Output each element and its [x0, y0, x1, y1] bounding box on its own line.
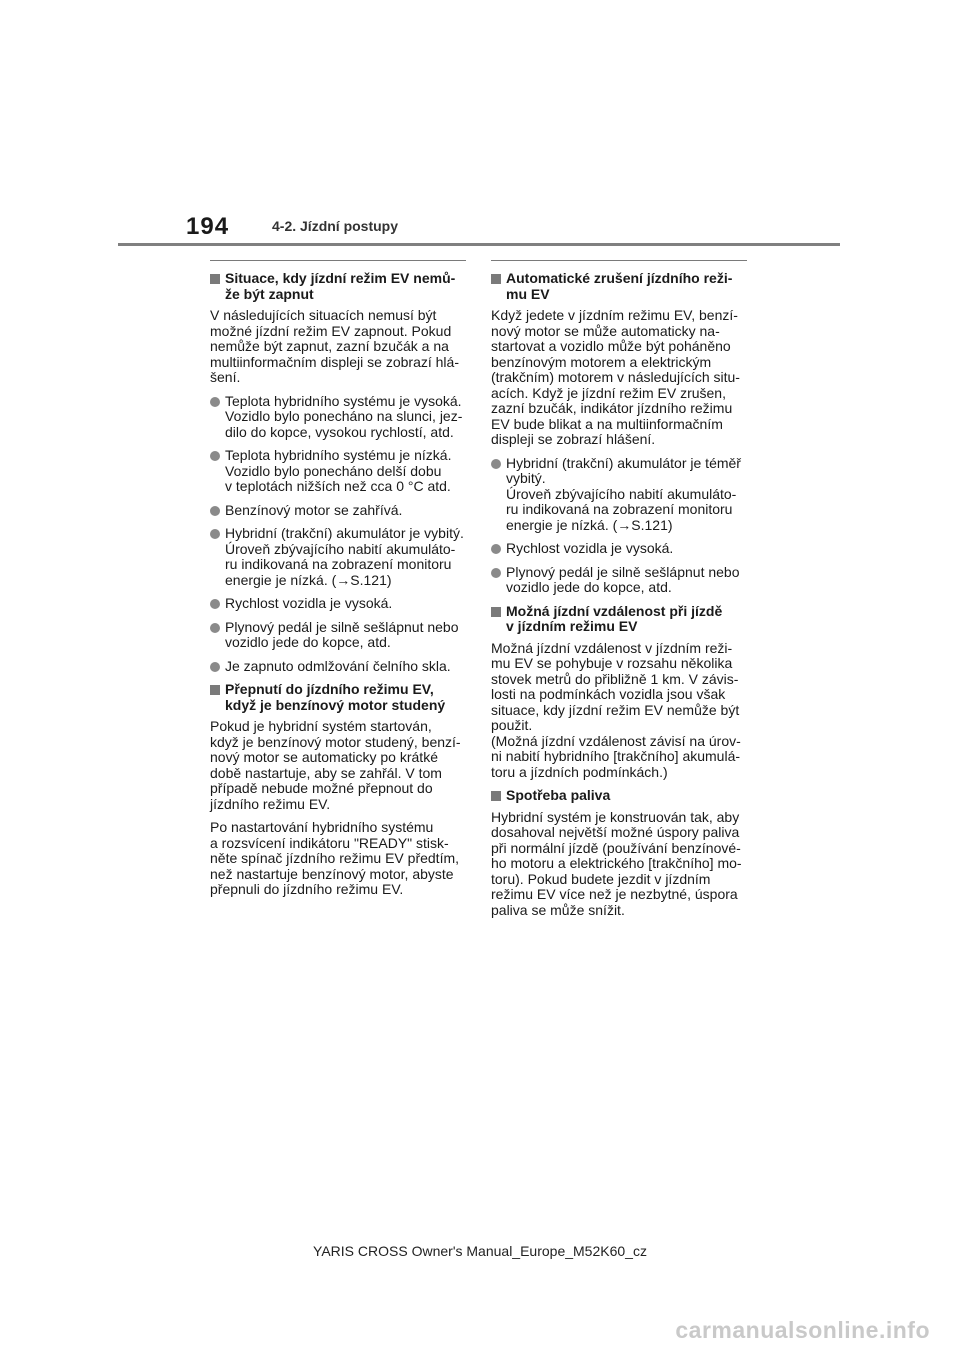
text-line: (trakčním) motorem v následujících situ-: [491, 369, 740, 385]
heading-switch-cold-engine: [210, 682, 466, 713]
text-line: zazní bzučák, indikátor jízdního režimu: [491, 400, 733, 416]
heading-fuel: [491, 788, 747, 804]
left-column: [210, 260, 466, 906]
round-bullet-icon: [210, 529, 220, 539]
text-line: Hybridní (trakční) akumulátor je vybitý.: [225, 525, 464, 541]
text-line: Plynový pedál je silně sešlápnut nebo: [506, 563, 740, 580]
text-line: Benzínový motor se zahřívá.: [225, 501, 403, 518]
round-bullet-icon: [210, 451, 220, 461]
bullet-item: [210, 448, 466, 495]
text-line: stovek metrů do přibližně 1 km. V závis-: [491, 670, 739, 687]
section-title: 4-2. Jízdní postupy: [272, 218, 399, 234]
text-line: možné jízdní režim EV zapnout. Pokud: [210, 322, 452, 339]
text-line: toru). Pokud budete jezdit v jízdním: [491, 870, 711, 887]
text-line: případě nebude možné přepnout do: [210, 780, 433, 796]
text-line: Rychlost vozidla je vysoká.: [506, 540, 674, 556]
round-bullet-icon: [491, 459, 501, 469]
heading-text: [506, 604, 722, 635]
square-bullet-icon: [491, 274, 501, 284]
text-line: V následujících situacích nemusí být: [210, 307, 437, 323]
text-line: Teplota hybridního systému je nízká.: [225, 447, 452, 463]
text-line: dosahoval největší možné úspory paliva: [491, 824, 740, 840]
text-line: displeji se zobrazí hlášení.: [491, 431, 656, 447]
text-line: použit.: [491, 717, 533, 733]
bullet-item: [491, 541, 747, 557]
text-line: při normální jízdě (používání benzínové-: [491, 839, 741, 856]
bullet-item: [491, 565, 747, 596]
paragraph: [210, 820, 466, 898]
text-line: Automatické zrušení jízdního reži-: [506, 270, 733, 286]
paragraph: [210, 719, 466, 812]
bullet-item: [210, 503, 466, 519]
column-rule: [491, 260, 747, 261]
text-line: Úroveň zbývajícího nabití akumuláto-: [225, 540, 456, 557]
text-line: situace, kdy jízdní režim EV nemůže být: [491, 701, 740, 718]
paragraph: [491, 308, 747, 448]
text-line: Možná jízdní vzdálenost při jízdě: [506, 602, 723, 619]
round-bullet-icon: [210, 623, 220, 633]
bullet-text: [225, 394, 466, 441]
text-line: energie je nízká. (→S.121): [506, 516, 673, 533]
text-line: energie je nízká. (→S.121): [225, 571, 392, 588]
text-line: v jízdním režimu EV: [506, 618, 638, 634]
text-line: Po nastartování hybridního systému: [210, 819, 434, 835]
bullet-item: [210, 620, 466, 651]
text-line: Je zapnuto odmlžování čelního skla.: [225, 657, 451, 674]
heading-range: [491, 604, 747, 635]
heading-text: [225, 682, 445, 713]
text-line: šení.: [210, 369, 241, 385]
text-line: Teplota hybridního systému je vysoká.: [225, 392, 462, 409]
watermark: carmanualsonline.info: [675, 1317, 930, 1343]
bullet-item: [491, 456, 747, 534]
bullet-text: [225, 448, 466, 495]
round-bullet-icon: [210, 506, 220, 516]
text-line: ni nabití hybridního [trakčního] akumulá-: [491, 748, 741, 764]
bullet-list: [210, 394, 466, 675]
text-line: nový motor se automaticky po krátké: [210, 749, 438, 765]
text-line: že být zapnut: [225, 285, 314, 302]
text-line: něte spínač jízdního režimu EV předtím,: [210, 850, 460, 866]
bullet-text: [225, 659, 466, 675]
text-line: Když jedete v jízdním režimu EV, benzí-: [491, 307, 738, 323]
bullet-text: [225, 503, 466, 519]
round-bullet-icon: [491, 544, 501, 554]
text-line: a rozsvícení indikátoru "READY" stisk-: [210, 834, 449, 851]
square-bullet-icon: [210, 685, 220, 695]
text-line: Možná jízdní vzdálenost v jízdním reži-: [491, 639, 733, 656]
text-line: Vozidlo bylo ponecháno na slunci, jez-: [225, 408, 463, 424]
paragraph: [491, 810, 747, 919]
text-line: Vozidlo bylo ponecháno delší dobu: [225, 462, 442, 479]
header-rule: [118, 243, 840, 246]
heading-text: [225, 271, 455, 302]
round-bullet-icon: [210, 397, 220, 407]
text-line: Úroveň zbývajícího nabití akumuláto-: [506, 485, 737, 502]
text-line: nemůže být zapnut, zazní bzučák a na: [210, 338, 449, 354]
text-line: Situace, kdy jízdní režim EV nemů-: [225, 270, 456, 286]
text-line: ho motoru a elektrického [trakčního] mo-: [491, 855, 742, 871]
text-line: Hybridní systém je konstruován tak, aby: [491, 808, 740, 825]
text-line: startovat a vozidlo může být poháněno: [491, 338, 731, 354]
text-line: dilo do kopce, vysokou rychlostí, atd.: [225, 423, 454, 440]
square-bullet-icon: [491, 791, 501, 801]
page-number: 194: [186, 213, 230, 240]
paragraph: [210, 308, 466, 386]
text-line: (Možná jízdní vzdálenost závisí na úrov-: [491, 732, 741, 749]
text-line: toru a jízdních podmínkách.): [491, 763, 668, 780]
text-line: Spotřeba paliva: [506, 787, 611, 803]
column-rule: [210, 260, 466, 261]
paragraph: [491, 641, 747, 781]
bullet-item: [210, 526, 466, 588]
round-bullet-icon: [210, 599, 220, 609]
text-line: režimu EV více než je nezbytné, úspora: [491, 886, 738, 902]
text-line: ru indikovaná na zobrazení monitoru: [506, 501, 733, 517]
text-line: EV bude blikat a na multiinformačním: [491, 415, 723, 432]
bullet-text: [506, 541, 747, 557]
text-line: Pokud je hybridní systém startován,: [210, 718, 432, 734]
text-line: mu EV se pohybuje v rozsahu několika: [491, 655, 733, 671]
heading-auto-cancel: [491, 271, 747, 302]
text-line: Hybridní (trakční) akumulátor je téměř: [506, 454, 741, 471]
text-line: losti na podmínkách vozidla jsou však: [491, 686, 726, 702]
text-line: době nastartuje, aby se zahřál. V tom: [210, 764, 442, 781]
text-line: mu EV: [506, 285, 550, 302]
text-line: když je benzínový motor studený: [225, 696, 446, 713]
text-line: Plynový pedál je silně sešlápnut nebo: [225, 618, 459, 635]
bullet-text: [225, 620, 466, 651]
text-line: v teplotách nižších než cca 0 °C atd.: [225, 478, 451, 494]
heading-ev-unavailable: [210, 271, 466, 302]
text-line: ru indikovaná na zobrazení monitoru: [225, 556, 452, 572]
text-line: Přepnutí do jízdního režimu EV,: [225, 681, 434, 697]
text-line: acích. Když je jízdní režim EV zrušen,: [491, 384, 726, 401]
text-line: přepnuli do jízdního režimu EV.: [210, 881, 404, 897]
bullet-text: [506, 456, 747, 534]
bullet-text: [225, 526, 466, 588]
text-line: když je benzínový motor studený, benzí-: [210, 733, 461, 750]
text-line: vybitý.: [506, 470, 546, 486]
bullet-item: [210, 596, 466, 612]
text-line: než nastartuje benzínový motor, abyste: [210, 865, 454, 882]
round-bullet-icon: [491, 568, 501, 578]
heading-text: [506, 271, 732, 302]
right-column: [491, 260, 747, 926]
bullet-item: [210, 659, 466, 675]
text-line: Rychlost vozidla je vysoká.: [225, 595, 393, 611]
square-bullet-icon: [210, 274, 220, 284]
bullet-item: [210, 394, 466, 441]
round-bullet-icon: [210, 662, 220, 672]
text-line: jízdního režimu EV.: [210, 795, 331, 812]
heading-text: [506, 788, 610, 804]
bullet-list: [491, 456, 747, 596]
text-line: nový motor se může automaticky na-: [491, 322, 720, 339]
footer: YARIS CROSS Owner's Manual_Europe_M52K60_cz: [313, 1243, 647, 1259]
text-line: paliva se může snížit.: [491, 901, 625, 918]
text-line: vozidlo jede do kopce, atd.: [225, 634, 391, 650]
bullet-text: [225, 596, 466, 612]
text-line: benzínovým motorem a elektrickým: [491, 353, 712, 370]
text-line: multiinformačním displeji se zobrazí hlá-: [210, 353, 459, 370]
square-bullet-icon: [491, 607, 501, 617]
bullet-text: [506, 565, 747, 596]
text-line: vozidlo jede do kopce, atd.: [506, 579, 672, 595]
